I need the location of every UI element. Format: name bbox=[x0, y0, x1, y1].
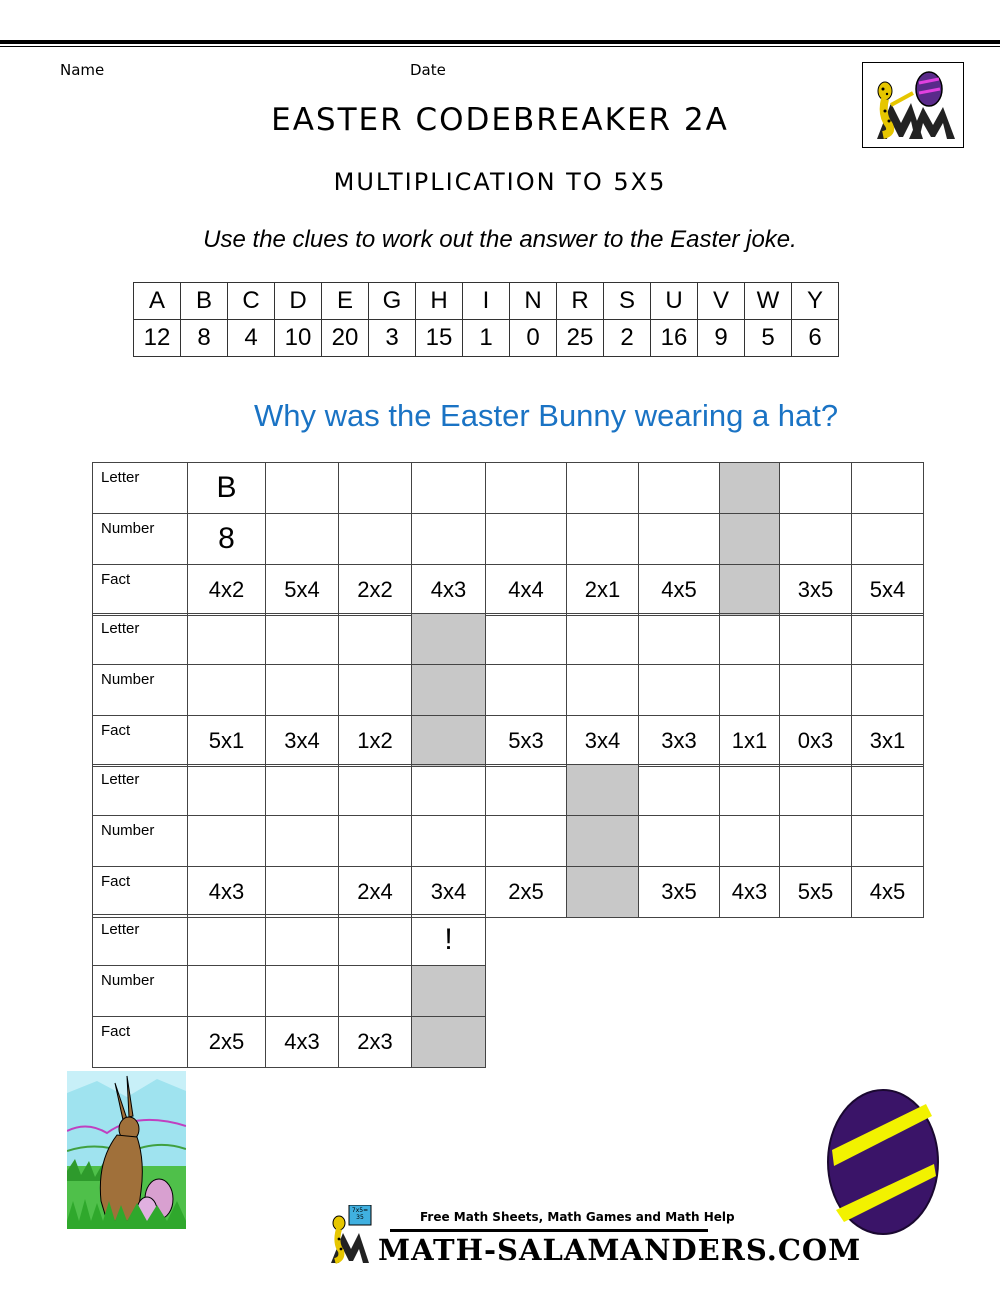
key-number-cell: 16 bbox=[651, 320, 698, 357]
letter-answer-cell[interactable] bbox=[852, 765, 924, 816]
puzzle-letter-row bbox=[93, 765, 924, 816]
number-answer-cell[interactable] bbox=[852, 514, 924, 565]
blank-space-cell bbox=[412, 614, 486, 665]
key-letter-cell: G bbox=[369, 283, 416, 320]
letter-answer-cell[interactable] bbox=[266, 915, 339, 966]
key-letter-cell: D bbox=[275, 283, 322, 320]
number-answer-cell[interactable] bbox=[720, 816, 780, 867]
letter-answer-cell[interactable] bbox=[852, 463, 924, 514]
fact-answer-cell: 4x2 bbox=[188, 565, 266, 616]
number-answer-cell[interactable] bbox=[780, 514, 852, 565]
number-row-label: Number bbox=[93, 514, 188, 565]
top-rule bbox=[0, 40, 1000, 44]
number-answer-cell[interactable] bbox=[780, 816, 852, 867]
puzzle-letter-row bbox=[93, 915, 486, 966]
letter-answer-cell[interactable] bbox=[720, 614, 780, 665]
letter-answer-cell[interactable] bbox=[486, 614, 567, 665]
footer-tagline: Free Math Sheets, Math Games and Math Help bbox=[420, 1210, 735, 1224]
number-answer-cell[interactable] bbox=[188, 966, 266, 1017]
worksheet-title: EASTER CODEBREAKER 2A bbox=[271, 102, 729, 138]
key-letter-cell: B bbox=[181, 283, 228, 320]
fact-row-label: Fact bbox=[93, 867, 188, 918]
easter-egg-picture bbox=[826, 1088, 940, 1236]
blank-space-cell bbox=[412, 1017, 486, 1068]
key-number-cell: 6 bbox=[792, 320, 839, 357]
key-letter-cell: C bbox=[228, 283, 275, 320]
blank-space-cell bbox=[720, 514, 780, 565]
fact-answer-cell: 4x3 bbox=[720, 867, 780, 918]
fact-row-label: Fact bbox=[93, 716, 188, 767]
letter-answer-cell[interactable] bbox=[780, 765, 852, 816]
key-number-cell: 5 bbox=[745, 320, 792, 357]
fact-answer-cell: 4x5 bbox=[639, 565, 720, 616]
number-answer-cell[interactable] bbox=[639, 816, 720, 867]
fact-answer-cell: 4x3 bbox=[188, 867, 266, 918]
worksheet-subtitle: MULTIPLICATION TO 5X5 bbox=[333, 168, 667, 196]
blank-space-cell bbox=[567, 816, 639, 867]
key-number-cell: 25 bbox=[557, 320, 604, 357]
key-number-cell: 3 bbox=[369, 320, 416, 357]
number-row-label: Number bbox=[93, 665, 188, 716]
fact-answer-cell: 3x4 bbox=[266, 716, 339, 767]
letter-answer-cell[interactable] bbox=[339, 463, 412, 514]
letter-row-label: Letter bbox=[93, 765, 188, 816]
number-answer-cell[interactable] bbox=[188, 665, 266, 716]
name-label: Name bbox=[60, 61, 105, 79]
number-answer-cell[interactable] bbox=[412, 816, 486, 867]
number-answer-cell[interactable] bbox=[339, 665, 412, 716]
fact-row-label: Fact bbox=[93, 1017, 188, 1068]
joke-question: Why was the Easter Bunny wearing a hat? bbox=[254, 398, 839, 433]
fact-answer-cell: 2x2 bbox=[339, 565, 412, 616]
fact-answer-cell: 4x3 bbox=[412, 565, 486, 616]
fact-answer-cell: 3x1 bbox=[852, 716, 924, 767]
key-letter-cell: E bbox=[322, 283, 369, 320]
letter-answer-cell[interactable] bbox=[780, 614, 852, 665]
puzzle-table-1 bbox=[92, 462, 924, 616]
puzzle-fact-row bbox=[93, 1017, 486, 1068]
puzzle-letter-row bbox=[93, 614, 924, 665]
key-number-cell: 4 bbox=[228, 320, 275, 357]
footer-site-name: MATH-SALAMANDERS.COM bbox=[378, 1233, 862, 1267]
letter-answer-cell[interactable] bbox=[720, 765, 780, 816]
fact-answer-cell: 2x3 bbox=[339, 1017, 412, 1068]
number-answer-cell[interactable] bbox=[266, 514, 339, 565]
number-answer-cell[interactable] bbox=[567, 514, 639, 565]
number-answer-cell[interactable] bbox=[188, 816, 266, 867]
letter-answer-cell[interactable] bbox=[412, 463, 486, 514]
fact-answer-cell: 3x4 bbox=[567, 716, 639, 767]
key-number-cell: 20 bbox=[322, 320, 369, 357]
puzzle-letter-row bbox=[93, 463, 924, 514]
letter-answer-cell[interactable] bbox=[639, 765, 720, 816]
blank-space-cell bbox=[567, 765, 639, 816]
letter-row-label: Letter bbox=[93, 463, 188, 514]
number-answer-cell[interactable] bbox=[339, 966, 412, 1017]
footer-rule bbox=[390, 1229, 708, 1232]
letter-answer-cell[interactable] bbox=[639, 463, 720, 514]
number-answer-cell[interactable] bbox=[567, 665, 639, 716]
letter-answer-cell[interactable] bbox=[486, 765, 567, 816]
fact-answer-cell: 4x5 bbox=[852, 867, 924, 918]
key-letter-cell: A bbox=[134, 283, 181, 320]
letter-answer-cell[interactable] bbox=[188, 915, 266, 966]
key-letter-cell: Y bbox=[792, 283, 839, 320]
puzzle-fact-row bbox=[93, 565, 924, 616]
footer-salamander-logo bbox=[325, 1205, 385, 1267]
key-number-cell: 15 bbox=[416, 320, 463, 357]
blank-space-cell bbox=[412, 966, 486, 1017]
key-letter-cell: S bbox=[604, 283, 651, 320]
footer-badge: 7x5= 35 bbox=[351, 1207, 369, 1221]
fact-answer-cell: 4x3 bbox=[266, 1017, 339, 1068]
letter-answer-cell[interactable] bbox=[266, 765, 339, 816]
code-key-table bbox=[133, 282, 839, 357]
key-letter-cell: I bbox=[463, 283, 510, 320]
code-key-letters-row bbox=[134, 283, 839, 320]
letter-answer-cell[interactable] bbox=[486, 463, 567, 514]
fact-row-label: Fact bbox=[93, 565, 188, 616]
blank-space-cell bbox=[412, 665, 486, 716]
key-letter-cell: U bbox=[651, 283, 698, 320]
blank-space-cell bbox=[412, 716, 486, 767]
number-answer-cell[interactable] bbox=[339, 816, 412, 867]
top-rule-thin bbox=[0, 46, 1000, 47]
key-letter-cell: W bbox=[745, 283, 792, 320]
letter-answer-cell[interactable]: ! bbox=[412, 915, 486, 966]
letter-row-label: Letter bbox=[93, 614, 188, 665]
number-answer-cell[interactable] bbox=[852, 816, 924, 867]
letter-answer-cell[interactable] bbox=[780, 463, 852, 514]
puzzle-table-4 bbox=[92, 914, 486, 1068]
number-answer-cell[interactable] bbox=[486, 816, 567, 867]
date-label: Date bbox=[410, 61, 446, 79]
number-answer-cell[interactable] bbox=[266, 966, 339, 1017]
key-letter-cell: R bbox=[557, 283, 604, 320]
letter-row-label: Letter bbox=[93, 915, 188, 966]
number-answer-cell[interactable] bbox=[266, 665, 339, 716]
letter-answer-cell[interactable] bbox=[266, 463, 339, 514]
key-number-cell: 2 bbox=[604, 320, 651, 357]
letter-answer-cell[interactable] bbox=[266, 614, 339, 665]
fact-answer-cell: 5x4 bbox=[266, 565, 339, 616]
fact-answer-cell: 1x2 bbox=[339, 716, 412, 767]
letter-answer-cell[interactable] bbox=[188, 614, 266, 665]
number-answer-cell[interactable] bbox=[486, 514, 567, 565]
fact-answer-cell: 3x4 bbox=[412, 867, 486, 918]
easter-bunny-picture bbox=[67, 1071, 186, 1229]
fact-answer-cell: 5x3 bbox=[486, 716, 567, 767]
number-answer-cell[interactable] bbox=[339, 514, 412, 565]
letter-answer-cell[interactable] bbox=[567, 614, 639, 665]
number-answer-cell[interactable] bbox=[486, 665, 567, 716]
letter-answer-cell[interactable] bbox=[567, 463, 639, 514]
number-answer-cell[interactable] bbox=[412, 514, 486, 565]
fact-answer-cell: 3x5 bbox=[780, 565, 852, 616]
letter-answer-cell[interactable] bbox=[339, 765, 412, 816]
letter-answer-cell[interactable] bbox=[339, 915, 412, 966]
key-number-cell: 8 bbox=[181, 320, 228, 357]
puzzle-fact-row bbox=[93, 867, 924, 918]
number-row-label: Number bbox=[93, 816, 188, 867]
fact-answer-cell: 2x5 bbox=[188, 1017, 266, 1068]
puzzle-number-row bbox=[93, 816, 924, 867]
fact-answer-cell: 5x4 bbox=[852, 565, 924, 616]
blank-space-cell bbox=[567, 867, 639, 918]
puzzle-number-row bbox=[93, 665, 924, 716]
number-row-label: Number bbox=[93, 966, 188, 1017]
fact-answer-cell: 1x1 bbox=[720, 716, 780, 767]
number-answer-cell[interactable] bbox=[266, 816, 339, 867]
fact-answer-cell: 2x1 bbox=[567, 565, 639, 616]
blank-space-cell bbox=[720, 565, 780, 616]
key-number-cell: 12 bbox=[134, 320, 181, 357]
number-answer-cell[interactable] bbox=[720, 665, 780, 716]
fact-answer-cell: 5x1 bbox=[188, 716, 266, 767]
key-letter-cell: V bbox=[698, 283, 745, 320]
letter-answer-cell[interactable] bbox=[412, 765, 486, 816]
letter-answer-cell[interactable] bbox=[639, 614, 720, 665]
fact-answer-cell: 0x3 bbox=[780, 716, 852, 767]
key-number-cell: 9 bbox=[698, 320, 745, 357]
fact-answer-cell: 2x5 bbox=[486, 867, 567, 918]
number-answer-cell[interactable] bbox=[852, 665, 924, 716]
key-number-cell: 10 bbox=[275, 320, 322, 357]
fact-answer-cell: 3x5 bbox=[639, 867, 720, 918]
puzzle-fact-row bbox=[93, 716, 924, 767]
fact-answer-cell: 3x3 bbox=[639, 716, 720, 767]
fact-answer-cell: 4x4 bbox=[486, 565, 567, 616]
puzzle-table-3 bbox=[92, 764, 924, 918]
letter-answer-cell[interactable] bbox=[188, 765, 266, 816]
number-answer-cell[interactable] bbox=[639, 665, 720, 716]
number-answer-cell[interactable] bbox=[639, 514, 720, 565]
puzzle-table-2 bbox=[92, 613, 924, 767]
code-key-numbers-row bbox=[134, 320, 839, 357]
blank-space-cell bbox=[720, 463, 780, 514]
letter-answer-cell[interactable]: B bbox=[188, 463, 266, 514]
fact-answer-cell bbox=[266, 867, 339, 918]
fact-answer-cell: 2x4 bbox=[339, 867, 412, 918]
puzzle-number-row bbox=[93, 966, 486, 1017]
letter-answer-cell[interactable] bbox=[339, 614, 412, 665]
number-answer-cell[interactable]: 8 bbox=[188, 514, 266, 565]
key-number-cell: 0 bbox=[510, 320, 557, 357]
key-letter-cell: H bbox=[416, 283, 463, 320]
instruction-text: Use the clues to work out the answer to the Easter joke. bbox=[203, 226, 797, 253]
key-number-cell: 1 bbox=[463, 320, 510, 357]
puzzle-number-row bbox=[93, 514, 924, 565]
letter-answer-cell[interactable] bbox=[852, 614, 924, 665]
number-answer-cell[interactable] bbox=[780, 665, 852, 716]
key-letter-cell: N bbox=[510, 283, 557, 320]
fact-answer-cell: 5x5 bbox=[780, 867, 852, 918]
